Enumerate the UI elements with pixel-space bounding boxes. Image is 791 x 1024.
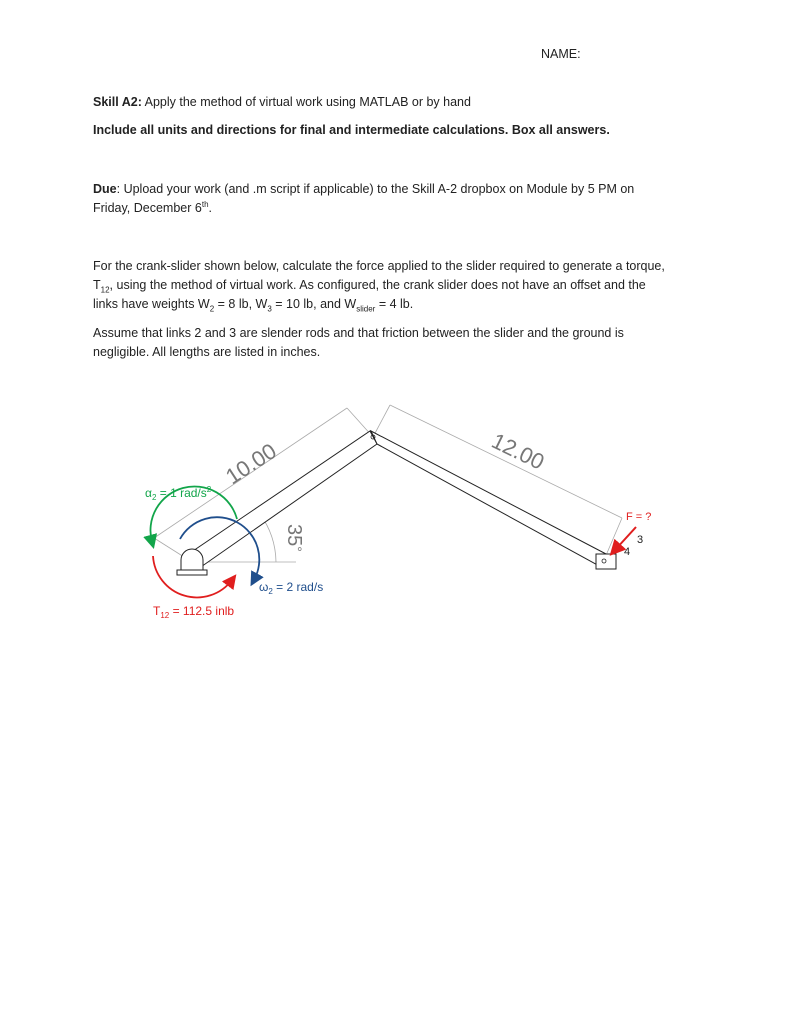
wslider-subscript: slider <box>356 304 376 314</box>
link3-length-label: 12.00 <box>487 428 549 475</box>
link3-ext-line-a <box>373 405 390 437</box>
torque-label: $T_{12} = 112.5$ inlb <box>153 604 235 620</box>
slope-run-label: 4 <box>624 546 631 558</box>
alpha-label: $\alpha_2 = 1$ rad/$s^2$ <box>145 485 212 502</box>
angle-unit: ° <box>289 546 305 552</box>
instructions-text: Include all units and directions for final and intermediate calculations. Box all answers. <box>93 123 610 137</box>
due-period: . <box>208 201 212 215</box>
name-label: NAME: <box>541 47 581 61</box>
skill-label: Skill A2: <box>93 95 142 109</box>
w3-subscript: 3 <box>267 304 272 314</box>
torque-subscript: 12 <box>100 285 110 295</box>
due-date-suffix: th <box>201 199 209 209</box>
skill-text: Apply the method of virtual work using MATLAB or by hand <box>141 95 471 109</box>
angle-label <box>283 524 305 552</box>
slope-rise-label: 3 <box>637 534 644 546</box>
torque-symbol: T <box>93 278 101 292</box>
force-label: F = ? <box>626 511 652 523</box>
w2-value: = 8 lb, W <box>214 297 268 311</box>
problem-line-1: For the crank-slider shown below, calculate the force applied to the slider required to generate a torque, <box>93 259 665 273</box>
w3-value: = 10 lb, and W <box>271 297 357 311</box>
wslider-value: = 4 lb. <box>375 297 414 311</box>
omega-label: $\omega_2 = 2$ rad/s <box>259 580 324 596</box>
assumption-line-1: Assume that links 2 and 3 are slender rods and that friction between the slider and the ground is <box>93 326 624 340</box>
w2-subscript: 2 <box>209 304 215 314</box>
due-label: Due <box>93 182 117 196</box>
due-text-1: : Upload your work (and .m script if applicable) to the Skill A-2 dropbox on Module by 5 PM on <box>116 182 635 196</box>
link3 <box>371 431 608 567</box>
due-date: Friday, December 6 <box>93 201 202 215</box>
weights-text: links have weights W <box>93 297 210 311</box>
assumption-line-2: negligible. All lengths are listed in inches. <box>93 345 321 359</box>
angle-value: 35 <box>283 524 305 547</box>
link2-length-label: 10.00 <box>221 438 281 490</box>
problem-text-2: , using the method of virtual work. As configured, the crank slider does not have an offset and the <box>109 278 646 292</box>
